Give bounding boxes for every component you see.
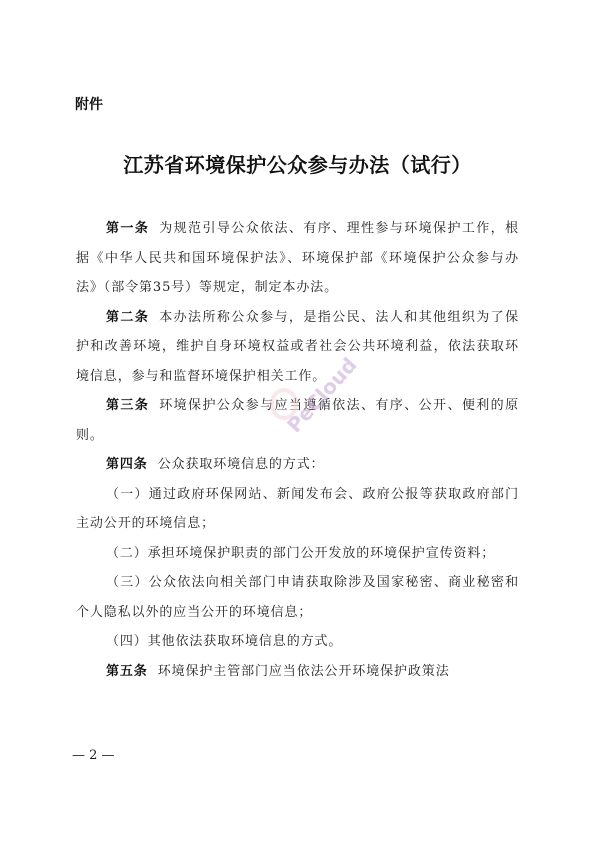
article-label: 第五条 [106, 663, 148, 679]
article-label: 第三条 [106, 398, 150, 413]
list-item: （三）公众依法向相关部门申请获取除涉及国家秘密、商业秘密和个人隐私以外的应当公开的环境信息； [76, 575, 519, 620]
watermark-logo [258, 352, 362, 438]
watermark-text: PeCloud [282, 352, 362, 438]
page-number: — 2 — [72, 748, 115, 763]
document-body [76, 214, 519, 686]
list-item: （二）承担环境保护职责的部门公开发放的环境保护宣传资料； [106, 545, 496, 561]
document-title: 江苏省环境保护公众参与办法（试行） [123, 153, 472, 177]
attachment-label: 附件 [75, 97, 103, 113]
list-item: （一）通过政府环保网站、新闻发布会、政府公报等获取政府部门主动公开的环境信息； [76, 486, 519, 531]
article-label: 第四条 [106, 457, 148, 472]
article-text: 为规范引导公众依法、有序、理性参与环境保护工作，根据《中华人民共和国环境保护法》、环境保护部《环境保护公众参与办法》（部令第35号）等规定，制定本办法。 [76, 221, 519, 295]
article-text: 环境保护主管部门应当依法公开环境保护政策法 [157, 663, 450, 679]
article-label: 第二条 [106, 309, 150, 325]
article-1 [76, 214, 519, 303]
article-4 [76, 450, 519, 480]
article-text: 本办法所称公众参与，是指公民、法人和其他组织为了保护和改善环境，维护自身环境权益或者社会公共环境利益，依法获取环境信息，参与和监督环境保护相关工作。 [76, 309, 519, 384]
article-text: 公众获取环境信息的方式： [157, 457, 325, 472]
article-text: 环境保护公众参与应当遵循依法、有序、公开、便利的原则。 [76, 398, 519, 443]
article-label: 第一条 [106, 221, 150, 236]
list-item: （四）其他依法获取环境信息的方式。 [106, 634, 343, 649]
article-5 [76, 657, 519, 687]
